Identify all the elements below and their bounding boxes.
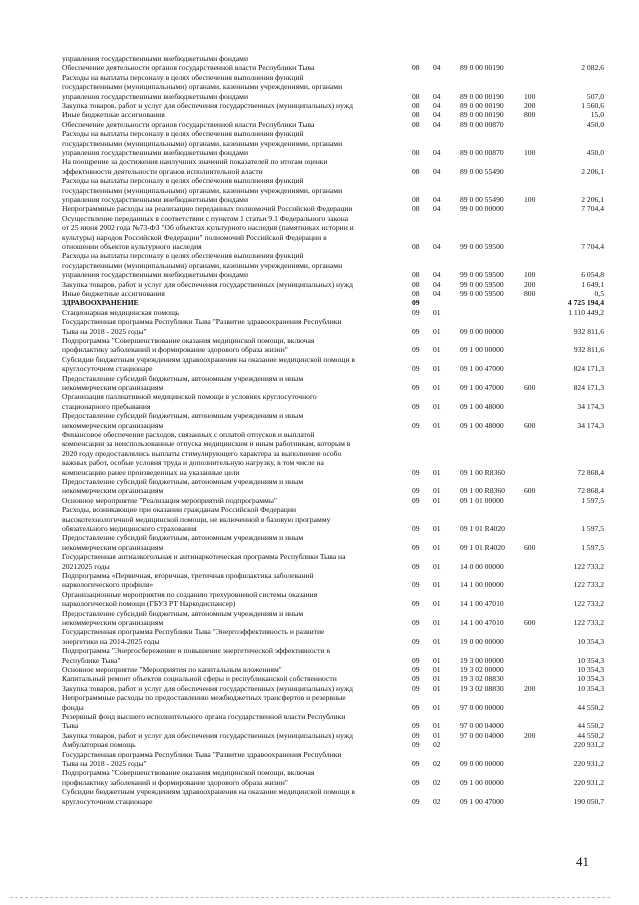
cell-description: компенсацию ранее произведенных на указанные цели	[62, 467, 240, 477]
cell-description: эффективности деятельности органов исполнительной власти	[62, 166, 263, 176]
cell-val: 932 811,6	[573, 345, 604, 355]
cell-val: 220 931,2	[573, 777, 604, 787]
cell-c3: 09 1 00 00000	[460, 777, 504, 787]
cell-val: 190 050,7	[573, 796, 604, 806]
cell-c3: 99 0 00 59500	[460, 279, 504, 289]
cell-description: Расходы на выплаты персоналу в целях обеспечения выполнения функций	[62, 72, 304, 82]
cell-description: Иные бюджетные ассигнования	[62, 110, 165, 120]
cell-c2: 01	[433, 542, 441, 552]
cell-c1: 09	[412, 364, 420, 374]
cell-c2: 01	[433, 580, 441, 590]
cell-description: управления государственными внебюджетными фондами	[62, 195, 249, 204]
cell-description: некоммерческим организациям	[62, 420, 164, 430]
cell-c3: 89 0 00 00190	[460, 110, 504, 120]
cell-c1: 08	[412, 204, 420, 214]
cell-val: 44 550,2	[577, 730, 604, 740]
cell-c1: 09	[412, 298, 420, 308]
cell-description: некоммерческим организациям	[62, 618, 164, 627]
cell-description: Закупка товаров, работ и услуг для обеспечения государственных (муниципальных) нужд	[62, 683, 353, 693]
cell-c3: 09 1 00 00000	[460, 345, 504, 355]
page-number: 41	[576, 854, 589, 869]
cell-c1: 08	[412, 279, 420, 289]
cell-c3: 14 1 00 47010	[460, 599, 504, 609]
cell-description: Предоставление субсидий бюджетным, автономным учреждениям и иным	[62, 533, 304, 543]
cell-description: обязательного медицинского страхования	[62, 524, 197, 533]
cell-description: культуры) народов Российской Федерации" полномочий Российской Федерации в	[62, 232, 327, 242]
cell-c3: 09 0 00 00000	[460, 759, 504, 768]
cell-c1: 09	[412, 665, 420, 674]
cell-c1: 09	[412, 599, 420, 609]
cell-val: 1 597,5	[581, 524, 604, 533]
cell-c1: 09	[412, 542, 420, 552]
cell-val: 122 733,2	[573, 599, 604, 609]
cell-c4: 200	[524, 101, 536, 110]
cell-description: Организация паллиативной медицинской помощи в условиях круглосуточного	[62, 392, 317, 402]
cell-c2: 01	[433, 495, 441, 505]
cell-c2: 04	[433, 195, 441, 204]
cell-description: Предоставление субсидий бюджетным, автономным учреждениям и иным	[62, 373, 304, 383]
cell-description: Расходы на выплаты персоналу в целях обеспечения выполнения функций	[62, 176, 304, 186]
cell-description: Непрограммные расходы на реализацию переданных полномочий Российской Федерации	[62, 204, 353, 214]
cell-description: Предоставление субсидий бюджетным, автономным учреждениям и иным	[62, 411, 304, 421]
cell-c3: 97 0 00 04000	[460, 721, 504, 731]
cell-description: некоммерческим организациям	[62, 486, 164, 496]
cell-description: Стационарная медицинская помощь	[62, 307, 180, 317]
cell-c3: 09 0 00 00000	[460, 326, 504, 336]
cell-c2: 04	[433, 101, 441, 110]
cell-c2: 02	[433, 777, 441, 787]
cell-c2: 01	[433, 326, 441, 336]
cell-c3: 14 1 00 47010	[460, 618, 504, 627]
cell-c2: 04	[433, 110, 441, 120]
cell-c1: 08	[412, 270, 420, 280]
cell-description: Основное мероприятие "Мероприятия по капитальным вложениям"	[62, 665, 282, 674]
cell-description: Предоставление субсидий бюджетным, автономным учреждениям и иным	[62, 477, 304, 486]
cell-val: 220 931,2	[573, 740, 604, 750]
cell-c3: 89 0 00 00870	[460, 119, 504, 129]
cell-c3: 19 3 02 08830	[460, 674, 504, 684]
cell-c2: 02	[433, 759, 441, 768]
cell-c2: 01	[433, 401, 441, 411]
cell-c1: 09	[412, 618, 420, 627]
cell-description: управления государственными внебюджетными фондами	[62, 148, 249, 157]
cell-c2: 01	[433, 467, 441, 477]
cell-val: 44 550,2	[577, 721, 604, 731]
cell-c1: 09	[412, 721, 420, 731]
cell-description: На поощрение за достижения наилучших значений показателей по итогам оценки	[62, 157, 328, 167]
cell-c3: 89 0 00 00870	[460, 148, 504, 157]
cell-description: Осуществление переданных в соответствии с пунктом 1 статьи 9.1 Федерального закона	[62, 213, 349, 223]
cell-description: Предоставление субсидий бюджетным, автономным учреждениям и иным	[62, 608, 304, 618]
cell-description: государственными (муниципальными) органами, казенными учреждениями, органами	[62, 82, 343, 92]
cell-description: круглосуточном стационаре	[62, 364, 153, 374]
cell-val: 15,0	[590, 110, 604, 120]
cell-c2: 04	[433, 119, 441, 129]
cell-description: компенсации за неиспользованные отпуска медицинским и иным работникам, которым в	[62, 439, 351, 449]
cell-c1: 08	[412, 119, 420, 129]
cell-description: важных работ, особые условия труда и дополнительную нагрузку, в том числе на	[62, 458, 324, 468]
cell-description: Организационные мероприятия по созданию трехуровневой системы оказания	[62, 589, 318, 599]
cell-c1: 09	[412, 655, 420, 665]
cell-description: 20212025 годы	[62, 561, 110, 571]
cell-val: 72 868,4	[577, 486, 604, 496]
cell-description: Обеспечение деятельности органов государственной власти Республики Тыва	[62, 119, 315, 129]
cell-c2: 04	[433, 63, 441, 73]
cell-val: 1 649,1	[581, 279, 604, 289]
cell-val: 10 354,3	[577, 683, 604, 693]
cell-c2: 04	[433, 242, 441, 251]
cell-c4: 600	[524, 542, 536, 552]
cell-description: Государственная программа Республики Тыва "Развитие здравоохранения Республики	[62, 749, 342, 759]
cell-c1: 09	[412, 467, 420, 477]
cell-c4: 600	[524, 618, 536, 627]
cell-val: 824 171,3	[573, 364, 604, 374]
cell-description: фонды	[62, 702, 84, 712]
cell-c3: 99 0 00 59500	[460, 270, 504, 280]
cell-c2: 01	[433, 524, 441, 533]
cell-description: наркологической помощи (ГБУЗ РТ Наркодиспансер)	[62, 599, 236, 609]
cell-c4: 600	[524, 383, 536, 392]
cell-val: 1 597,5	[581, 542, 604, 552]
cell-c3: 14 0 00 00000	[460, 561, 504, 571]
cell-val: 450,0	[586, 119, 604, 129]
cell-val: 122 733,2	[573, 561, 604, 571]
cell-c1: 09	[412, 486, 420, 496]
cell-description: наркологического профиля»	[62, 580, 154, 590]
cell-c1: 09	[412, 495, 420, 505]
cell-val: 2 206,1	[581, 195, 604, 204]
cell-c4: 600	[524, 486, 536, 496]
cell-description: управления государственными внебюджетными фондами	[62, 270, 249, 280]
cell-val: 34 174,3	[577, 420, 604, 430]
cell-description: Подпрограмма "Совершенствование оказания медицинской помощи, включая	[62, 336, 315, 345]
cell-c1: 08	[412, 91, 420, 101]
cell-description: Непрограммные расходы по предоставлению межбюджетных трансфертов и резервные	[62, 693, 346, 703]
cell-c2: 01	[433, 345, 441, 355]
cell-description: Капитальный ремонт объектов социальной сферы и республиканской собственности	[62, 674, 337, 684]
cell-c2: 01	[433, 674, 441, 684]
cell-description: Закупка товаров, работ и услуг для обеспечения государственных (муниципальных) нужд	[62, 730, 353, 740]
cell-val: 220 931,2	[573, 759, 604, 768]
cell-description: Республике Тыва"	[62, 655, 121, 665]
cell-val: 6 054,8	[581, 270, 604, 280]
cell-description: Тыва на 2018 - 2025 годы"	[62, 326, 147, 336]
cell-description: Государственная программа Республики Тыва "Энергоэффективность и развитие	[62, 627, 325, 637]
cell-description: Основное мероприятие "Реализация мероприятий подпрограммы"	[62, 495, 278, 505]
cell-c1: 09	[412, 401, 420, 411]
cell-description: Закупка товаров, работ и услуг для обеспечения государственных (муниципальных) нужд	[62, 101, 353, 110]
cell-c4: 200	[524, 683, 536, 693]
cell-description: от 25 июня 2002 года №73-ФЗ "Об объектах культурного наследия (памятниках истории и	[62, 223, 354, 233]
cell-c2: 04	[433, 289, 441, 298]
cell-c3: 09 1 00 R8360	[460, 486, 505, 496]
cell-val: 4 725 194,4	[567, 298, 604, 308]
cell-c1: 09	[412, 636, 420, 646]
cell-val: 7 704,4	[581, 242, 604, 251]
cell-c4: 100	[524, 91, 536, 101]
cell-c2: 01	[433, 420, 441, 430]
cell-val: 10 354,3	[577, 674, 604, 684]
cell-c1: 09	[412, 307, 420, 317]
cell-description: круглосуточном стационаре	[62, 796, 153, 806]
cell-description: некоммерческим организациям	[62, 383, 164, 392]
cell-c2: 01	[433, 307, 441, 317]
cell-val: 122 733,2	[573, 618, 604, 627]
cell-c3: 19 3 00 00000	[460, 655, 504, 665]
cell-c3: 19 3 02 00000	[460, 665, 504, 674]
cell-c1: 09	[412, 730, 420, 740]
cell-c3: 89 0 00 55490	[460, 166, 504, 176]
cell-description: Подпрограмма "Совершенствование оказания медицинской помощи, включая	[62, 768, 315, 778]
cell-val: 122 733,2	[573, 580, 604, 590]
cell-c2: 04	[433, 270, 441, 280]
cell-c1: 09	[412, 674, 420, 684]
cell-c2: 01	[433, 721, 441, 731]
cell-c3: 09 1 01 R4020	[460, 524, 505, 533]
cell-c3: 89 0 00 00190	[460, 101, 504, 110]
cell-c3: 99 0 00 00000	[460, 204, 504, 214]
cell-c4: 600	[524, 420, 536, 430]
cell-description: Субсидии бюджетным учреждениям здравоохранения на оказание медицинской помощи в	[62, 354, 355, 364]
cell-val: 450,0	[586, 148, 604, 157]
cell-c1: 09	[412, 580, 420, 590]
cell-c3: 09 1 00 47000	[460, 364, 504, 374]
cell-c1: 09	[412, 383, 420, 392]
cell-c1: 08	[412, 195, 420, 204]
cell-c3: 97 0 00 04000	[460, 730, 504, 740]
cell-val: 932 811,6	[573, 326, 604, 336]
cell-c2: 02	[433, 796, 441, 806]
cell-val: 0,5	[594, 289, 604, 298]
cell-val: 1 597,5	[581, 495, 604, 505]
cell-c3: 14 1 00 00000	[460, 580, 504, 590]
cell-c2: 02	[433, 740, 441, 750]
cell-description: Подпрограмма "Энергосбережение и повышение энергетической эффективности в	[62, 646, 331, 656]
cell-c2: 01	[433, 561, 441, 571]
cell-c1: 08	[412, 101, 420, 110]
cell-c2: 01	[433, 618, 441, 627]
cell-c4: 100	[524, 148, 536, 157]
cell-c3: 89 0 00 00190	[460, 63, 504, 73]
cell-c2: 01	[433, 486, 441, 496]
cell-c1: 09	[412, 777, 420, 787]
cell-c4: 100	[524, 195, 536, 204]
cell-description: стационарного пребывания	[62, 401, 151, 411]
cell-val: 34 174,3	[577, 401, 604, 411]
cell-c3: 09 1 00 47000	[460, 383, 504, 392]
cell-description: Государственная антиалкогольная и антинаркотическая программа Республики Тыва на	[62, 552, 346, 562]
cell-c4: 200	[524, 279, 536, 289]
cell-val: 10 354,3	[577, 655, 604, 665]
cell-c1: 09	[412, 796, 420, 806]
cell-c2: 04	[433, 204, 441, 214]
cell-c2: 01	[433, 636, 441, 646]
cell-description: Государственная программа Республики Тыва "Развитие здравоохранения Республики	[62, 317, 342, 327]
cell-c3: 99 0 00 59500	[460, 289, 504, 298]
cell-description: Тыва	[62, 721, 79, 731]
cell-c4: 100	[524, 270, 536, 280]
cell-val: 44 550,2	[577, 702, 604, 712]
cell-description: высокотехнологичной медицинской помощи, не включенной в базовую программу	[62, 514, 331, 524]
cell-c1: 09	[412, 561, 420, 571]
cell-c3: 09 1 00 48000	[460, 420, 504, 430]
cell-c1: 08	[412, 110, 420, 120]
cell-description: управления государственными внебюджетными фондами	[62, 54, 249, 63]
cell-c2: 04	[433, 166, 441, 176]
cell-c2: 04	[433, 91, 441, 101]
page-bottom-edge	[10, 897, 610, 899]
cell-description: Расходы на выплаты персоналу в целях обеспечения выполнения функций	[62, 129, 304, 139]
cell-c1: 09	[412, 683, 420, 693]
cell-c4: 800	[524, 289, 536, 298]
cell-c4: 200	[524, 730, 536, 740]
cell-description: 2020 году предоставлялись выплаты стимулирующего характера за выполнение особо	[62, 448, 342, 458]
cell-description: некоммерческим организациям	[62, 542, 164, 552]
cell-c1: 09	[412, 345, 420, 355]
cell-c3: 09 1 01 R4020	[460, 542, 505, 552]
cell-description: Финансовое обеспечение расходов, связанных с оплатой отпусков и выплатой	[62, 430, 315, 439]
cell-c3: 09 1 00 47000	[460, 796, 504, 806]
cell-c3: 99 0 00 59500	[460, 242, 504, 251]
cell-description: профилактику заболеваний и формирование здорового образа жизни"	[62, 777, 288, 787]
cell-c3: 19 3 02 08830	[460, 683, 504, 693]
cell-c3: 09 1 01 00000	[460, 495, 504, 505]
cell-c1: 08	[412, 289, 420, 298]
cell-description: профилактику заболеваний и формирование здорового образа жизни"	[62, 345, 288, 355]
cell-c3: 19 0 00 00000	[460, 636, 504, 646]
cell-c2: 01	[433, 665, 441, 674]
cell-val: 10 354,3	[577, 636, 604, 646]
cell-val: 1 110 449,2	[568, 307, 604, 317]
cell-description: Обеспечение деятельности органов государственной власти Республики Тыва	[62, 63, 315, 73]
cell-val: 2 082,6	[581, 63, 604, 73]
cell-val: 72 868,4	[577, 467, 604, 477]
cell-c3: 89 0 00 00190	[460, 91, 504, 101]
cell-c1: 08	[412, 148, 420, 157]
cell-c1: 09	[412, 759, 420, 768]
cell-description: Амбулаторная помощь	[62, 740, 136, 750]
cell-description: отношении объектов культурного наследия	[62, 242, 202, 251]
cell-c1: 08	[412, 242, 420, 251]
cell-c1: 09	[412, 702, 420, 712]
cell-c3: 89 0 00 55490	[460, 195, 504, 204]
cell-val: 1 560,6	[581, 101, 604, 110]
cell-c1: 09	[412, 326, 420, 336]
cell-val: 824 171,3	[573, 383, 604, 392]
cell-val: 7 704,4	[581, 204, 604, 214]
cell-val: 2 206,1	[581, 166, 604, 176]
cell-c4: 800	[524, 110, 536, 120]
cell-description: Расходы, возникающие при оказании гражданам Российской Федерации	[62, 505, 297, 515]
cell-description: государственными (муниципальными) органами, казенными учреждениями, органами	[62, 138, 343, 148]
cell-c3: 09 1 00 R8360	[460, 467, 505, 477]
cell-c2: 01	[433, 364, 441, 374]
cell-c2: 04	[433, 148, 441, 157]
cell-description: Резервный фонд высшего исполнительного органа государственной власти Республики	[62, 712, 346, 721]
cell-description: Подпрограмма «Первичная, вторичная, третичная профилактика заболеваний	[62, 571, 314, 580]
cell-description: Субсидии бюджетным учреждениям здравоохранения на оказание медицинской помощи в	[62, 787, 355, 797]
cell-c2: 01	[433, 683, 441, 693]
cell-val: 10 354,3	[577, 665, 604, 674]
cell-c2: 01	[433, 730, 441, 740]
cell-c3: 97 0 00 00000	[460, 702, 504, 712]
cell-c2: 01	[433, 655, 441, 665]
cell-description: ЗДРАВООХРАНЕНИЕ	[62, 298, 139, 308]
cell-description: государственными (муниципальными) органами, казенными учреждениями, органами	[62, 185, 343, 195]
cell-c2: 04	[433, 279, 441, 289]
cell-description: энергетики на 2014-2025 годы	[62, 636, 160, 646]
cell-description: Тыва на 2018 - 2025 годы"	[62, 759, 147, 768]
cell-c1: 09	[412, 524, 420, 533]
cell-c1: 08	[412, 166, 420, 176]
cell-c3: 09 1 00 48000	[460, 401, 504, 411]
cell-description: Закупка товаров, работ и услуг для обеспечения государственных (муниципальных) нужд	[62, 279, 353, 289]
cell-description: государственными (муниципальными) органами, казенными учреждениями, органами	[62, 260, 343, 270]
cell-c1: 09	[412, 740, 420, 750]
cell-c2: 01	[433, 702, 441, 712]
cell-c2: 01	[433, 599, 441, 609]
cell-val: 507,0	[586, 91, 604, 101]
cell-description: управления государственными внебюджетными фондами	[62, 91, 249, 101]
cell-c1: 08	[412, 63, 420, 73]
cell-description: Иные бюджетные ассигнования	[62, 289, 165, 298]
cell-c1: 09	[412, 420, 420, 430]
cell-c2: 01	[433, 383, 441, 392]
cell-description: Расходы на выплаты персоналу в целях обеспечения выполнения функций	[62, 251, 304, 261]
